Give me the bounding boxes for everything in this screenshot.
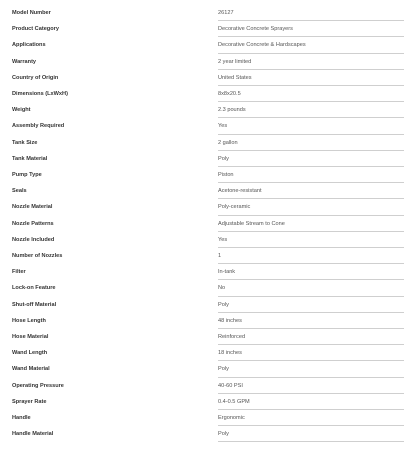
spec-row: [0, 70, 416, 86]
spec-row: [0, 329, 416, 345]
spec-row: [0, 21, 416, 37]
spec-label: Weight: [12, 107, 31, 114]
spec-label: Number of Nozzles: [12, 253, 63, 259]
spec-row: [0, 151, 416, 167]
spec-row: [0, 86, 416, 102]
spec-value: Poly: [218, 301, 229, 308]
spec-row: [0, 248, 416, 264]
spec-value: Poly: [218, 431, 229, 438]
spec-value: 2.3 pounds: [218, 107, 246, 114]
spec-row: [0, 345, 416, 361]
spec-label: Product Category: [12, 26, 59, 33]
spec-row: [0, 313, 416, 329]
spec-value: 40-60 PSI: [218, 382, 243, 389]
spec-label: Lock-on Feature: [12, 285, 56, 292]
spec-value: 2 year limited: [218, 58, 252, 65]
spec-value: 48 inches: [218, 317, 242, 324]
spec-label: Country of Origin: [12, 74, 59, 81]
spec-label: Filter: [12, 269, 26, 276]
row-divider: [218, 441, 404, 442]
spec-row: [0, 394, 416, 410]
spec-value: Reinforced: [218, 334, 246, 340]
spec-row: [0, 5, 416, 21]
spec-value: 0.4-0.5 GPM: [218, 398, 250, 405]
spec-label: Warranty: [12, 58, 37, 65]
spec-row: [0, 54, 416, 70]
spec-row: [0, 280, 416, 296]
spec-row: [0, 297, 416, 313]
spec-value: Ergonomic: [218, 415, 245, 421]
spec-value: United States: [218, 74, 252, 81]
spec-row: [0, 102, 416, 118]
spec-value: 1: [218, 253, 222, 259]
spec-row: [0, 361, 416, 377]
spec-value: 26127: [218, 10, 234, 16]
spec-row: [0, 199, 416, 215]
spec-value: Acetone-resistant: [218, 188, 262, 195]
spec-label: Wand Length: [12, 350, 48, 357]
spec-label: Wand Material: [12, 366, 50, 373]
spec-row: [0, 232, 416, 248]
spec-label: Nozzle Included: [12, 236, 55, 243]
spec-label: Seals: [12, 188, 27, 195]
spec-value: 8x8x20.5: [218, 91, 241, 97]
spec-value: Decorative Concrete & Hardscapes: [218, 42, 306, 49]
spec-label: Applications: [12, 42, 46, 49]
spec-label: Sprayer Rate: [12, 398, 47, 405]
spec-value: In-tank: [218, 269, 236, 276]
spec-row: [0, 183, 416, 199]
spec-value: Decorative Concrete Sprayers: [218, 26, 293, 33]
spec-label: Handle: [12, 415, 31, 421]
spec-row: [0, 216, 416, 232]
spec-row: [0, 37, 416, 53]
spec-label: Tank Material: [12, 155, 48, 162]
spec-value: Poly: [218, 155, 229, 162]
spec-value: Poly: [218, 366, 229, 373]
spec-value: 2 gallon: [218, 139, 238, 146]
spec-label: Dimensions (LxWxH): [12, 91, 68, 97]
spec-row: [0, 118, 416, 134]
spec-row: [0, 426, 416, 442]
spec-label: Hose Length: [12, 317, 46, 324]
spec-value: Yes: [218, 123, 228, 130]
spec-row: [0, 167, 416, 183]
spec-value: No: [218, 285, 226, 292]
spec-value: Piston: [218, 172, 234, 178]
spec-label: Tank Size: [12, 139, 38, 146]
spec-label: Nozzle Patterns: [12, 220, 54, 227]
spec-value: 18 inches: [218, 350, 242, 357]
spec-label: Shut-off Material: [12, 301, 57, 308]
spec-label: Handle Material: [12, 431, 54, 438]
spec-row: [0, 264, 416, 280]
spec-row: [0, 135, 416, 151]
spec-row: [0, 410, 416, 426]
spec-label: Pump Type: [12, 172, 42, 178]
spec-value: Poly-ceramic: [218, 204, 251, 211]
spec-label: Model Number: [12, 10, 51, 16]
spec-label: Nozzle Material: [12, 204, 53, 211]
spec-value: Yes: [218, 236, 228, 243]
spec-row: [0, 378, 416, 394]
spec-label: Assembly Required: [12, 123, 65, 130]
spec-label: Operating Pressure: [12, 382, 64, 389]
spec-label: Hose Material: [12, 334, 49, 340]
spec-value: Adjustable Stream to Cone: [218, 220, 285, 227]
